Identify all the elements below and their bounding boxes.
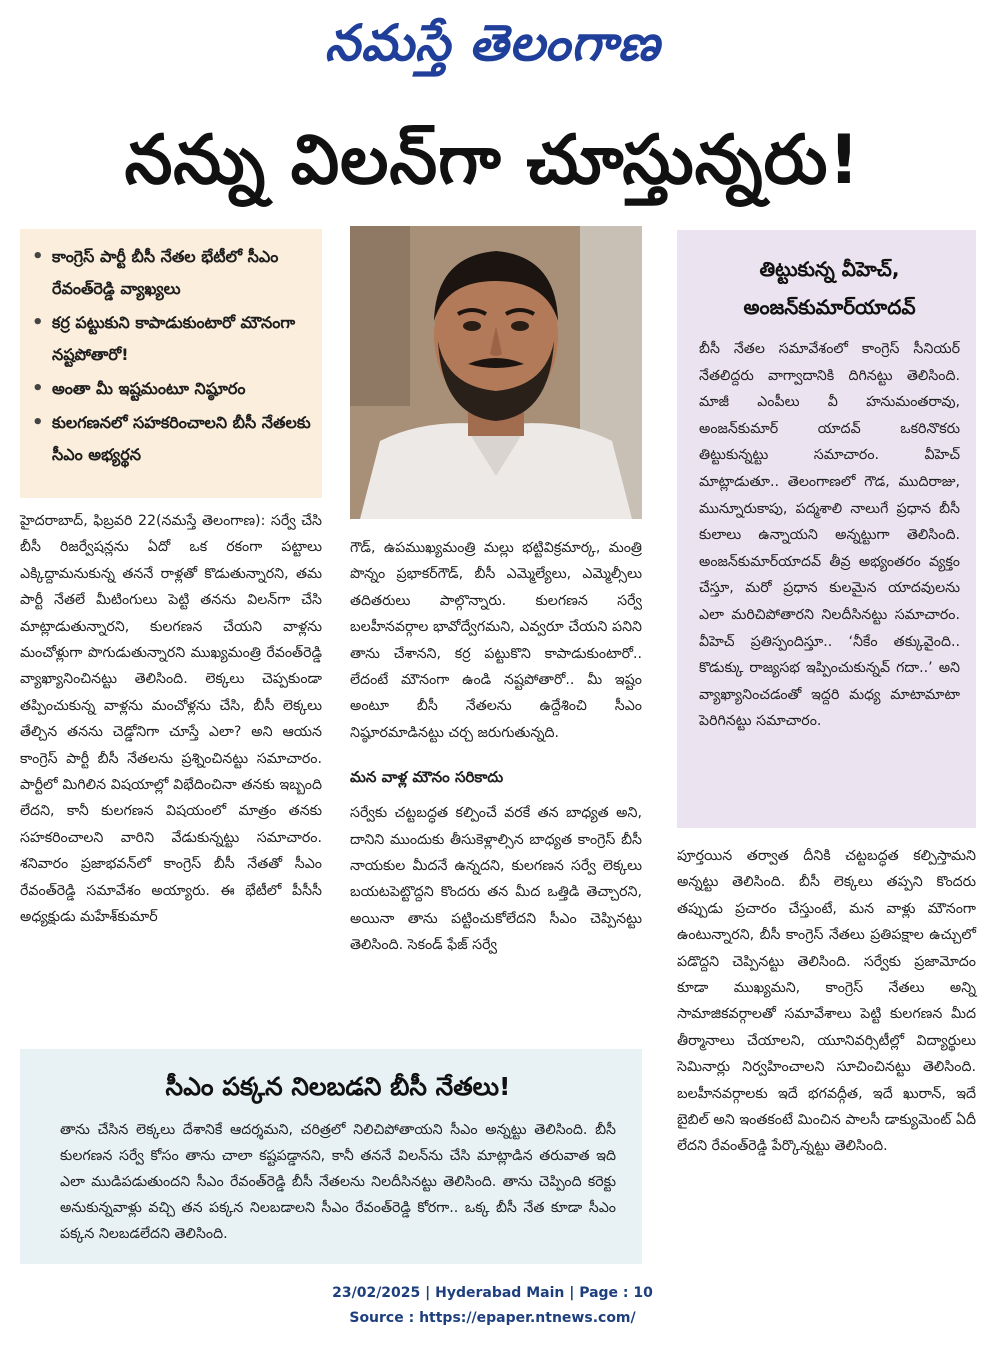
highlight-item — [32, 241, 312, 305]
page-footer — [0, 1281, 985, 1331]
section-subheading: మన వాళ్ల మౌనం సరికాదు — [350, 768, 504, 787]
headline: నన్ను విలన్‌గా చూస్తున్నరు! — [124, 121, 861, 200]
article-column-2 — [350, 535, 642, 959]
bullet-icon: • — [32, 378, 44, 399]
article-paragraph: గౌడ్, ఉపముఖ్యమంత్రి మల్లు భట్టివిక్రమార్క, మంత్రి పొన్నం ప్రభాకర్‌గౌడ్, బీసీ ఎమ్మెల్యేలు, ఎమ్మెల్సీలు తదితరులు పాల్గొన్నారు. కులగణన సర్వే బలహీనవర్గాల భావోద్వేగమని, ఎవ్వరూ చేయని పనిని తాను చేశానని, కర్ర పట్టుకొని కాపాడుకుంటారో.. లేదంటే మౌనంగా ఉండి నష్టపోతారో.. మీ ఇష్టం అంటూ బీసీ నేతలను ఉద్దేశించి సీఎం నిష్ఠూరమాడినట్టు చర్చ జరుగుతున్నది. — [350, 540, 642, 741]
related-story-title: సీఎం పక్కన నిలబడని బీసీ నేతలు! — [165, 1072, 511, 1101]
portrait-illustration — [350, 226, 642, 519]
highlight-text: కులగణనలో సహకరించాలని బీసీ నేతలకు సీఎం అభ్యర్థన — [52, 413, 311, 464]
sidebar-title-line: తిట్టుకున్న వీహెచ్, — [759, 257, 900, 281]
highlight-text: కర్ర పట్టుకుని కాపాడుకుంటారో మౌనంగా నష్టపోతారో! — [52, 313, 296, 364]
edition-info: 23/02/2025 | Hyderabad Main | Page : 10 — [332, 1285, 653, 1301]
article-paragraph: హైదరాబాద్, ఫిబ్రవరి 22(నమస్తే తెలంగాణ): సర్వే చేసి బీసీ రిజర్వేషన్లను ఏదో ఒక రకంగా పట్టాలు ఎక్కిద్దామనుకున్న తననే రాళ్లతో కొడుతున్నారని, తమ పార్టీ నేతలే మీటింగులు పెట్టి తనను విలన్‌గా చేసి మాట్లాడుతున్నారని, కులగణన చేయని వాళ్లను మంచోళ్లుగా పొగుడుతున్నారని ముఖ్యమంత్రి రేవంత్‌రెడ్డి వ్యాఖ్యానించినట్టు తెలిసింది. లెక్కలు చెప్పకుండా తప్పించుకున్న వాళ్లను మంచోళ్లను చేసి, బీసీ లెక్కలు తేల్చిన తనను చెడ్డోనిగా చూస్తే ఎలా? అని ఆయన కాంగ్రెస్ పార్టీ బీసీ నేతలను ప్రశ్నించినట్టు సమాచారం. పార్టీలో మిగిలిన విషయాల్లో విభేదించినా తనకు ఇబ్బంది లేదని, కానీ కులగణన విషయంలో మాత్రం తనకు సహకరించాలని వారిని వేడుకున్నట్టు సమాచారం. శనివారం ప్రజాభవన్‌లో కాంగ్రెస్ బీసీ నేతతో సీఎం రేవంత్‌రెడ్డి సమావేశం అయ్యారు. ఈ భేటీలో పీసీసీ అధ్యక్షుడు మహేశ్‌కుమార్ — [20, 513, 322, 926]
source-link[interactable]: Source : https://epaper.ntnews.com/ — [349, 1310, 636, 1326]
related-story-body: తాను చేసిన లెక్కలు దేశానికే ఆదర్శమని, చరిత్రలో నిలిచిపోతాయని సీఎం అన్నట్టు తెలిసింది. బీసీ కులగణన సర్వే కోసం తాను చాలా కష్టపడ్డానని, కానీ తననే విలన్‌ను చేసి మాట్లాడిన తరువాత ఇది ఎలా ముడిపడుతుందని సీఎం రేవంత్‌రెడ్డి బీసీ నేతలను నిలదీసినట్టు తెలిసింది. తాను చెప్పింది కరెక్టు అనుకున్నవాళ్లు వచ్చి తన పక్కన నిలబడాలని సీఎం రేవంత్‌రెడ్డి కోరగా.. ఒక్క బీసీ నేత కూడా సీఎం పక్కన నిలబడలేదని తెలిసింది. — [60, 1122, 616, 1242]
sidebar-body: బీసీ నేతల సమావేశంలో కాంగ్రెస్ సీనియర్ నేతలిద్దరు వాగ్వాదానికి దిగినట్టు తెలిసింది. మాజీ ఎంపీలు వీ హనుమంతరావు, అంజన్‌కుమార్ యాదవ్ ఒకరినొకరు తిట్టుకున్నట్టు సమాచారం. వీహెచ్ మాట్లాడుతూ.. తెలంగాణలో గౌడ, ముదిరాజు, మున్నూరుకాపు, పద్మశాలి నాలుగే ప్రధాన బీసీ కులాలు ఉన్నాయని అన్నట్టుగా తెలిసింది. అంజన్‌కుమార్‌యాదవ్ తీవ్ర అభ్యంతరం వ్యక్తం చేస్తూ, మరో ప్రధాన కులమైన యాదవులను ఎలా మరిచిపోతారని నిలదీసినట్టు సమాచారం. వీహెచ్ ప్రతిస్పందిస్తూ.. ‘నీకేం తక్కువైంది.. కొడుక్కు రాజ్యసభ ఇప్పించుకున్నవ్ గదా..’ అని వ్యాఖ్యానించడంతో ఇద్దరి మధ్య మాటామాటా పెరిగినట్టు సమాచారం. — [699, 341, 960, 730]
sidebar-title — [699, 250, 960, 326]
newspaper-masthead: నమస్తే తెలంగాణ — [324, 13, 661, 72]
bullet-icon: • — [32, 312, 44, 333]
article-paragraph: పూర్తయిన తర్వాత దీనికి చట్టబద్ధత కల్పిస్తామని అన్నట్టు తెలిసింది. బీసీ లెక్కలు తప్పని కొందరు తప్పుడు ప్రచారం చేస్తుంటే, మన వాళ్లు మౌనంగా ఉంటున్నారని, బీసీ కాంగ్రెస్ నేతలు ప్రతిపక్షాల ఉచ్చులో పడొద్దని చెప్పినట్టు తెలిసింది. సర్వేకు ప్రజామోదం కూడా ముఖ్యమని, కాంగ్రెస్ నేతలు అన్ని సామాజికవర్గాలతో సమావేశాలు పెట్టి కులగణన మీద తీర్మానాలు చేయాలని, యూనివర్సిటీల్లో విద్యార్థులు సెమినార్లు నిర్వహించాలని సూచించినట్టు తెలిసింది. బలహీనవర్గాలకు ఇదే భగవద్గీత, ఇదే ఖురాన్, ఇదే బైబిల్ అని ఇంతకంటే మించిన పాలసీ డాక్యుమెంట్ ఏదీ లేదని రేవంత్‌రెడ్డి పేర్కొన్నట్టు తెలిసింది. — [677, 848, 976, 1155]
highlight-item — [32, 373, 312, 405]
highlight-text: కాంగ్రెస్ పార్టీ బీసీ నేతల భేటీలో సీఎం రేవంత్‌రెడ్డి వ్యాఖ్యలు — [52, 247, 279, 298]
sidebar-box — [677, 230, 976, 828]
bullet-icon: • — [32, 246, 44, 267]
sidebar-title-line: అంజన్‌కుమార్‌యాదవ్ — [743, 295, 916, 319]
highlight-text: అంతా మీ ఇష్టమంటూ నిష్ఠూరం — [52, 379, 246, 398]
related-story-box — [20, 1049, 642, 1264]
article-paragraph: సర్వేకు చట్టబద్ధత కల్పించే వరకే తన బాధ్యత అని, దానిని ముందుకు తీసుకెళ్లాల్సిన బాధ్యత కాంగ్రెస్ బీసీ నాయకుల మీదనే ఉన్నదని, కులగణన సర్వే లెక్కలు బయటపెట్టొద్దని కొందరు తన మీద ఒత్తిడి తెచ్చారని, అయినా తాను పట్టించుకోలేదని సీఎం చెప్పినట్టు తెలిసింది. సెకండ్ ఫేజ్ సర్వే — [350, 805, 642, 954]
article-column-1 — [20, 508, 322, 931]
article-column-3 — [677, 843, 976, 1160]
highlight-item — [32, 407, 312, 471]
bullet-icon: • — [32, 412, 44, 433]
highlights-box — [20, 229, 322, 498]
highlight-item — [32, 307, 312, 371]
portrait-photo — [350, 226, 642, 519]
